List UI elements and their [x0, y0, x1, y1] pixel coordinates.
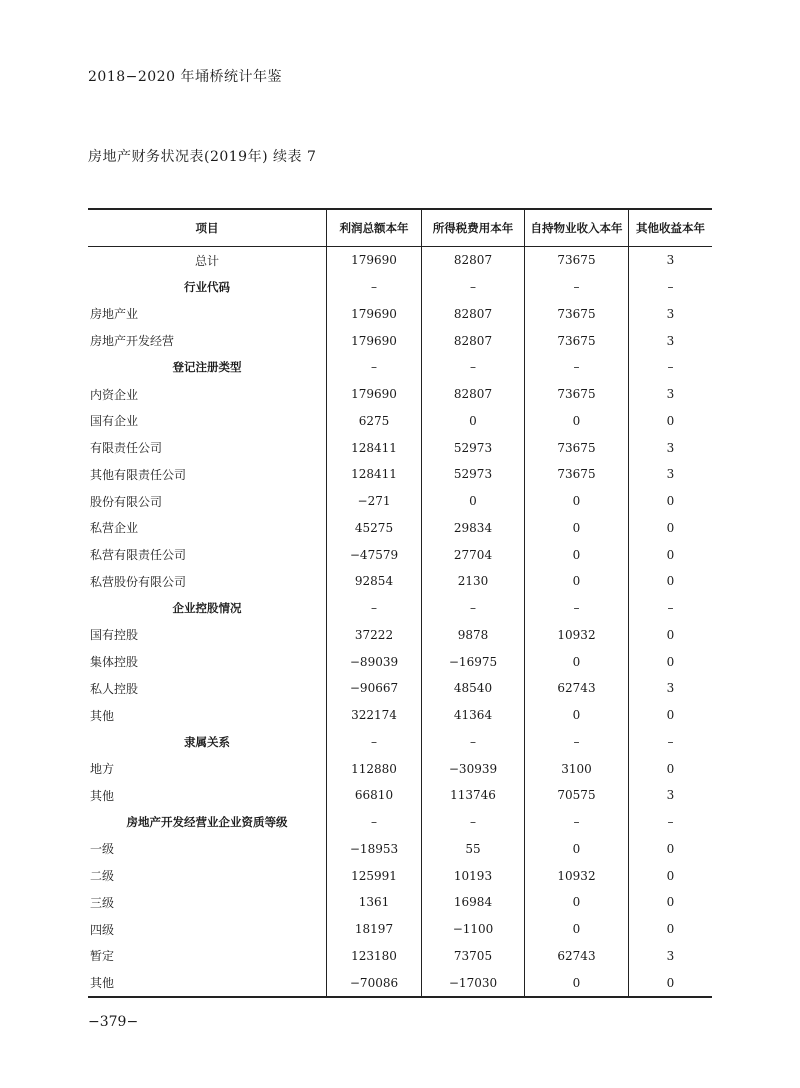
row-value: 3	[628, 782, 712, 809]
row-value: 73675	[524, 327, 628, 354]
row-label: 其他	[90, 788, 115, 803]
row-label: 房地产开发经营	[90, 334, 175, 349]
column-header-total-profit: 利润总额本年	[326, 210, 421, 246]
row-label: 股份有限公司	[90, 494, 163, 509]
table-row	[88, 381, 712, 408]
row-value: 179690	[326, 301, 421, 328]
row-value: 0	[628, 648, 712, 675]
row-value: 73675	[524, 247, 628, 274]
row-value: 1361	[326, 889, 421, 916]
table-row	[88, 301, 712, 328]
table-row	[88, 729, 712, 756]
row-value: 82807	[421, 327, 524, 354]
column-header-item: 项目	[195, 221, 219, 235]
row-value: 179690	[326, 247, 421, 274]
row-value: 0	[524, 541, 628, 568]
row-value: 18197	[326, 916, 421, 943]
row-label: 私人控股	[90, 681, 139, 696]
row-value: −30939	[421, 755, 524, 782]
table-row	[88, 622, 712, 649]
table-row	[88, 862, 712, 889]
row-label: 有限责任公司	[90, 441, 163, 456]
row-value: –	[628, 729, 712, 756]
row-value: 322174	[326, 702, 421, 729]
row-value: 9878	[421, 622, 524, 649]
row-value: –	[326, 809, 421, 836]
row-value: 0	[628, 969, 712, 996]
row-value: 45275	[326, 515, 421, 542]
row-value: 3100	[524, 755, 628, 782]
row-value: −17030	[421, 969, 524, 996]
row-value: –	[524, 274, 628, 301]
row-value: 125991	[326, 862, 421, 889]
row-value: 29834	[421, 515, 524, 542]
row-value: 0	[524, 488, 628, 515]
table-row	[88, 461, 712, 488]
row-value: 27704	[421, 541, 524, 568]
row-value: 73675	[524, 461, 628, 488]
row-value: 70575	[524, 782, 628, 809]
row-value: 10932	[524, 862, 628, 889]
table-title: 房地产财务状况表(2019年) 续表 7	[88, 149, 317, 165]
page-number: −379−	[88, 1014, 139, 1030]
row-value: 0	[421, 408, 524, 435]
table-row	[88, 702, 712, 729]
row-value: 179690	[326, 327, 421, 354]
row-value: 0	[628, 622, 712, 649]
table-row	[88, 889, 712, 916]
row-value: 0	[524, 702, 628, 729]
row-label: 其他	[90, 708, 115, 723]
table-row	[88, 541, 712, 568]
row-value: 0	[628, 541, 712, 568]
row-value: –	[628, 274, 712, 301]
row-label: 集体控股	[90, 655, 139, 670]
row-value: 82807	[421, 381, 524, 408]
row-value: 112880	[326, 755, 421, 782]
row-value: 113746	[421, 782, 524, 809]
row-value: 128411	[326, 434, 421, 461]
row-value: 3	[628, 675, 712, 702]
row-value: 0	[524, 648, 628, 675]
row-value: 0	[628, 702, 712, 729]
row-value: 73675	[524, 381, 628, 408]
row-value: –	[421, 595, 524, 622]
row-value: –	[326, 595, 421, 622]
row-value: –	[524, 354, 628, 381]
row-value: 66810	[326, 782, 421, 809]
row-label: 内资企业	[90, 387, 139, 402]
row-value: 3	[628, 301, 712, 328]
column-header-income-tax: 所得税费用本年	[421, 210, 524, 246]
row-value: 48540	[421, 675, 524, 702]
row-label: 私营有限责任公司	[90, 548, 187, 563]
row-value: 73705	[421, 943, 524, 970]
table-header-row	[88, 210, 712, 247]
row-value: 0	[524, 408, 628, 435]
row-value: −47579	[326, 541, 421, 568]
row-value: 10193	[421, 862, 524, 889]
row-value: 0	[628, 515, 712, 542]
row-label: 四级	[90, 922, 115, 937]
table-row	[88, 755, 712, 782]
row-value: 82807	[421, 301, 524, 328]
book-header: 2018−2020 年埇桥统计年鉴	[88, 69, 282, 85]
row-value: –	[326, 729, 421, 756]
row-value: 0	[524, 969, 628, 996]
row-value: 3	[628, 381, 712, 408]
row-value: −18953	[326, 836, 421, 863]
row-value: 0	[421, 488, 524, 515]
row-value: –	[524, 729, 628, 756]
table-body	[88, 247, 712, 996]
row-label: 暂定	[90, 949, 115, 964]
row-value: –	[524, 595, 628, 622]
row-value: –	[421, 354, 524, 381]
table-row	[88, 568, 712, 595]
table-row	[88, 515, 712, 542]
row-value: 16984	[421, 889, 524, 916]
row-label: 行业代码	[184, 280, 230, 295]
row-label: 三级	[90, 895, 115, 910]
row-value: 73675	[524, 301, 628, 328]
row-value: 0	[524, 889, 628, 916]
row-value: 0	[628, 488, 712, 515]
row-value: 3	[628, 247, 712, 274]
row-value: 128411	[326, 461, 421, 488]
table-row	[88, 327, 712, 354]
row-value: 2130	[421, 568, 524, 595]
table-row	[88, 675, 712, 702]
row-label: 国有企业	[90, 414, 139, 429]
row-value: 0	[628, 862, 712, 889]
row-label: 私营企业	[90, 521, 139, 536]
row-value: 0	[524, 568, 628, 595]
table-row	[88, 648, 712, 675]
table-row	[88, 488, 712, 515]
row-label: 其他	[90, 976, 115, 991]
row-value: 0	[524, 515, 628, 542]
row-label: 房地产开发经营业企业资质等级	[126, 815, 288, 830]
table-row	[88, 274, 712, 301]
row-value: 179690	[326, 381, 421, 408]
table-row	[88, 836, 712, 863]
table-row	[88, 782, 712, 809]
row-label: 二级	[90, 869, 115, 884]
row-value: 0	[628, 568, 712, 595]
row-label: 私营股份有限公司	[90, 574, 187, 589]
row-value: 0	[628, 836, 712, 863]
row-value: −1100	[421, 916, 524, 943]
row-value: –	[421, 729, 524, 756]
row-value: 52973	[421, 434, 524, 461]
row-value: –	[421, 809, 524, 836]
row-value: –	[421, 274, 524, 301]
row-label: 隶属关系	[184, 734, 230, 749]
table-row	[88, 434, 712, 461]
row-label: 登记注册类型	[172, 360, 242, 375]
row-value: −90667	[326, 675, 421, 702]
row-label: 地方	[90, 762, 115, 777]
row-value: 0	[524, 916, 628, 943]
column-header-property-income: 自持物业收入本年	[524, 210, 628, 246]
table-row	[88, 916, 712, 943]
row-value: 0	[524, 836, 628, 863]
row-value: 52973	[421, 461, 524, 488]
row-value: –	[628, 595, 712, 622]
row-label: 企业控股情况	[172, 601, 242, 616]
table-row	[88, 247, 712, 274]
row-value: 73675	[524, 434, 628, 461]
row-value: 3	[628, 943, 712, 970]
row-value: –	[326, 354, 421, 381]
row-value: –	[628, 354, 712, 381]
row-value: 0	[628, 916, 712, 943]
table-row	[88, 809, 712, 836]
row-value: 41364	[421, 702, 524, 729]
row-value: –	[628, 809, 712, 836]
table-row	[88, 969, 712, 996]
row-value: 3	[628, 434, 712, 461]
row-value: −16975	[421, 648, 524, 675]
row-value: −271	[326, 488, 421, 515]
row-label: 总计	[194, 253, 219, 268]
row-value: 123180	[326, 943, 421, 970]
row-value: 6275	[326, 408, 421, 435]
table-row	[88, 354, 712, 381]
column-header-other-income: 其他收益本年	[628, 210, 712, 246]
row-value: −89039	[326, 648, 421, 675]
row-label: 国有控股	[90, 628, 139, 643]
row-value: 62743	[524, 675, 628, 702]
row-value: 55	[421, 836, 524, 863]
row-value: 3	[628, 461, 712, 488]
row-value: 62743	[524, 943, 628, 970]
row-value: 37222	[326, 622, 421, 649]
data-table	[88, 208, 712, 998]
row-value: 0	[628, 408, 712, 435]
row-value: –	[326, 274, 421, 301]
row-value: −70086	[326, 969, 421, 996]
table-row	[88, 943, 712, 970]
table-row	[88, 595, 712, 622]
row-value: 92854	[326, 568, 421, 595]
row-label: 房地产业	[90, 307, 139, 322]
row-value: –	[524, 809, 628, 836]
row-value: 3	[628, 327, 712, 354]
row-value: 0	[628, 755, 712, 782]
row-label: 一级	[90, 842, 115, 857]
row-value: 82807	[421, 247, 524, 274]
row-value: 10932	[524, 622, 628, 649]
table-row	[88, 408, 712, 435]
row-value: 0	[628, 889, 712, 916]
row-label: 其他有限责任公司	[90, 467, 187, 482]
